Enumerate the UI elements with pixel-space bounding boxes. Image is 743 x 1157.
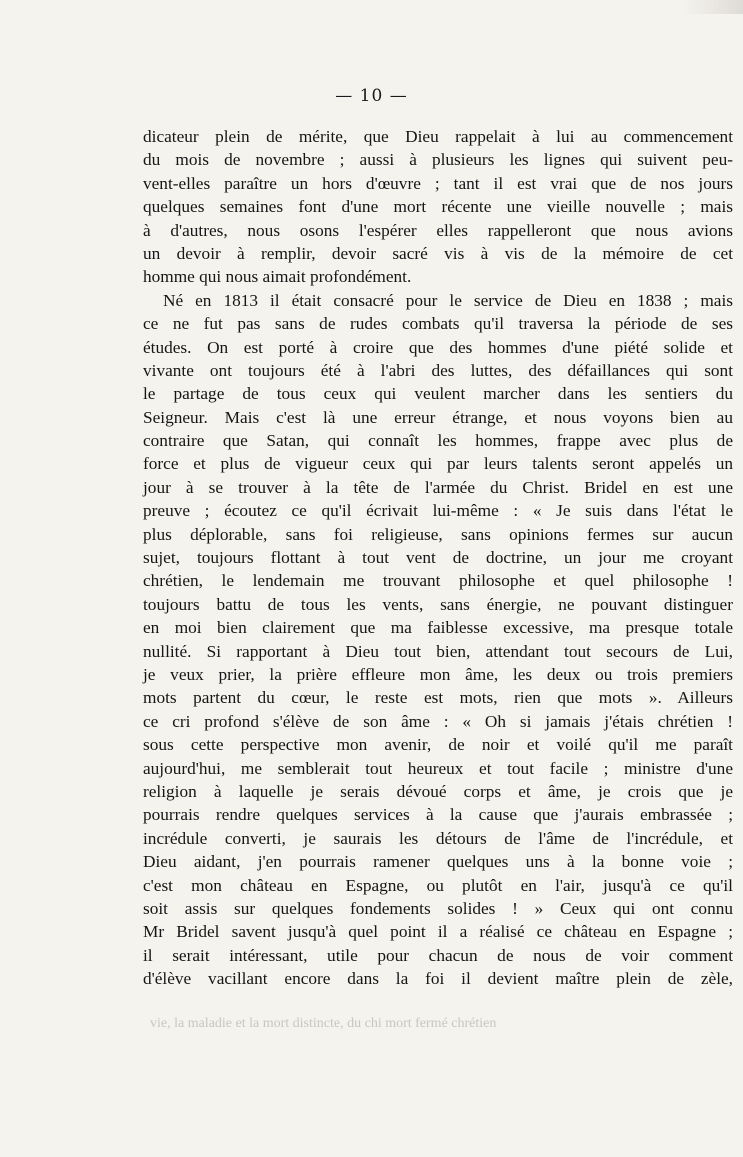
text-line: un devoir à remplir, devoir sacré vis à vis de la mémoire de cet	[143, 243, 733, 263]
text-line: c'est mon château en Espagne, ou plutôt en l'air, jusqu'à ce qu'il	[143, 875, 733, 895]
text-line: Mr Bridel savent jusqu'à quel point il a réalisé ce château en Espagne ;	[143, 922, 733, 942]
text-line: Dieu aidant, j'en pourrais ramener quelques uns à la bonne voie ;	[143, 852, 733, 872]
text-line: vent-elles paraître un hors d'œuvre ; tant il est vrai que de nos jours	[143, 173, 733, 193]
text-line: études. On est porté à croire que des hommes d'une piété solide et	[143, 337, 733, 357]
text-line: homme qui nous aimait profondément.	[143, 267, 412, 287]
text-line: quelques semaines font d'une mort récente une vieille nouvelle ; mais	[143, 197, 733, 217]
text-line: preuve ; écoutez ce qu'il écrivait lui-même : « Je suis dans l'état le	[143, 501, 733, 521]
text-line: pourrais rendre quelques services à la cause que j'aurais embrassée ;	[143, 805, 733, 825]
text-line: plus déplorable, sans foi religieuse, sans opinions fermes sur aucun	[143, 524, 733, 544]
page-number: — 10 —	[335, 86, 408, 106]
text-line: force et plus de vigueur ceux qui par leurs talents seront appelés un	[143, 454, 733, 474]
text-line: sous cette perspective mon avenir, de noir et voilé qu'il me paraît	[143, 735, 733, 755]
text-line: d'élève vacillant encore dans la foi il devient maître plein de zèle,	[143, 969, 733, 989]
text-line: à d'autres, nous osons l'espérer elles rappelleront que nous avions	[143, 220, 733, 240]
text-line: dicateur plein de mérite, que Dieu rappelait à lui au commencement	[143, 127, 733, 146]
text-line: mots partent du cœur, le reste est mots, rien que mots ». Ailleurs	[143, 688, 733, 708]
page-corner-shadow	[683, 0, 743, 14]
text-line: en moi bien clairement que ma faiblesse excessive, ma presque totale	[143, 618, 733, 638]
bleed-through-text: vie, la maladie et la mort distincte, du chi mort fermé chrétien	[150, 1016, 497, 1031]
text-line: ce cri profond s'élève de son âme : « Oh si jamais j'étais chrétien !	[143, 711, 733, 731]
text-line: sujet, toujours flottant à tout vent de doctrine, un jour me croyant	[143, 548, 733, 568]
text-line: le partage de tous ceux qui veulent marcher dans les sentiers du	[143, 384, 733, 404]
text-line: jour à se trouver à la tête de l'armée du Christ. Bridel en est une	[143, 477, 733, 497]
text-line: religion à laquelle je serais dévoué corps et âme, je crois que je	[143, 781, 733, 801]
text-line: nullité. Si rapportant à Dieu tout bien, attendant tout secours de Lui,	[143, 641, 733, 661]
text-line: incrédule converti, je saurais les détours de l'âme de l'incrédule, et	[143, 828, 733, 848]
text-line: je veux prier, la prière effleure mon âme, les deux ou trois premiers	[143, 664, 733, 684]
text-line: soit assis sur quelques fondements solides ! » Ceux qui ont connu	[143, 898, 733, 918]
text-line: Seigneur. Mais c'est là une erreur étrange, et nous voyons bien au	[143, 407, 733, 427]
text-line: contraire que Satan, qui connaît les hommes, frappe avec plus de	[143, 431, 733, 451]
text-line: aujourd'hui, me semblerait tout heureux et tout facile ; ministre d'une	[143, 758, 733, 778]
text-line: toujours battu de tous les vents, sans énergie, ne pouvant distinguer	[143, 594, 733, 614]
text-line: du mois de novembre ; aussi à plusieurs les lignes qui suivent peu-	[143, 150, 733, 170]
text-line: ce ne fut pas sans de rudes combats qu'il traversa la période de ses	[143, 314, 733, 334]
text-line: vivante ont toujours été à l'abri des luttes, des défaillances qui sont	[143, 360, 733, 380]
text-line: il serait intéressant, utile pour chacun de nous de voir comment	[143, 945, 733, 965]
body-text	[143, 125, 733, 990]
text-line: Né en 1813 il était consacré pour le service de Dieu en 1838 ; mais	[163, 290, 733, 310]
text-line: chrétien, le lendemain me trouvant philosophe et quel philosophe !	[143, 571, 733, 591]
